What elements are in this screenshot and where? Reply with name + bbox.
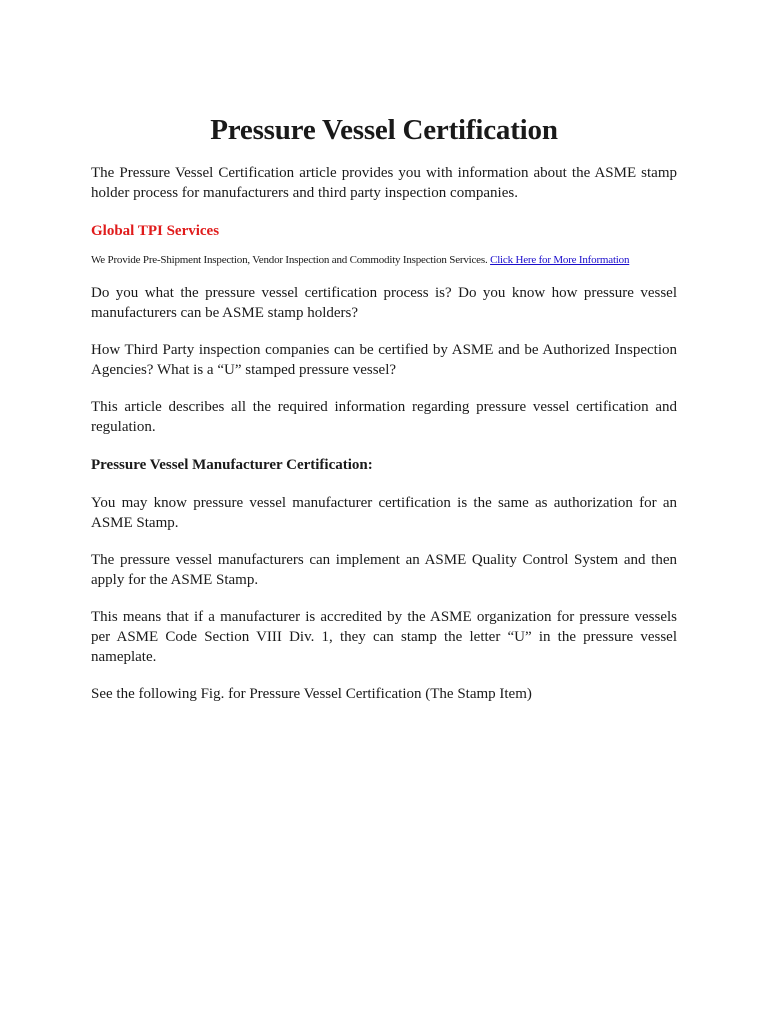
figure-note: See the following Fig. for Pressure Vessel Certification (The Stamp Item): [91, 686, 532, 702]
paragraph-quality-control: The pressure vessel manufacturers can implement an ASME Quality Control System and then apply for the ASME Stamp.: [91, 552, 677, 588]
document-title: Pressure Vessel Certification: [210, 114, 558, 146]
paragraph-tpi-question: How Third Party inspection companies can be certified by ASME and be Authorized Inspection Agencies? What is a “U” stamped pressure vessel?: [91, 342, 677, 378]
tpi-heading: Global TPI Services: [91, 223, 220, 239]
paragraph-article-scope: This article describes all the required information regarding pressure vessel certification and regulation.: [91, 399, 677, 435]
tpi-services-line: [91, 253, 677, 267]
intro-paragraph: The Pressure Vessel Certification article provides you with information about the ASME stamp holder process for manufacturers and third party inspection companies.: [91, 165, 677, 201]
tpi-services-text: We Provide Pre-Shipment Inspection, Vendor Inspection and Commodity Inspection Services.: [91, 254, 488, 266]
section-heading: Pressure Vessel Manufacturer Certification:: [91, 457, 373, 473]
paragraph-stamp-authorization: You may know pressure vessel manufacturer certification is the same as authorization for an ASME Stamp.: [91, 495, 677, 531]
document-page: [91, 112, 677, 704]
more-information-link[interactable]: Click Here for More Information: [490, 254, 630, 266]
paragraph-process-question: Do you what the pressure vessel certification process is? Do you know how pressure vessel manufacturers can be ASME stamp holders?: [91, 285, 677, 321]
paragraph-u-stamp: This means that if a manufacturer is accredited by the ASME organization for pressure vessels per ASME Code Section VIII Div. 1, they can stamp the letter “U” in the pressure vessel nameplate.: [91, 609, 677, 665]
